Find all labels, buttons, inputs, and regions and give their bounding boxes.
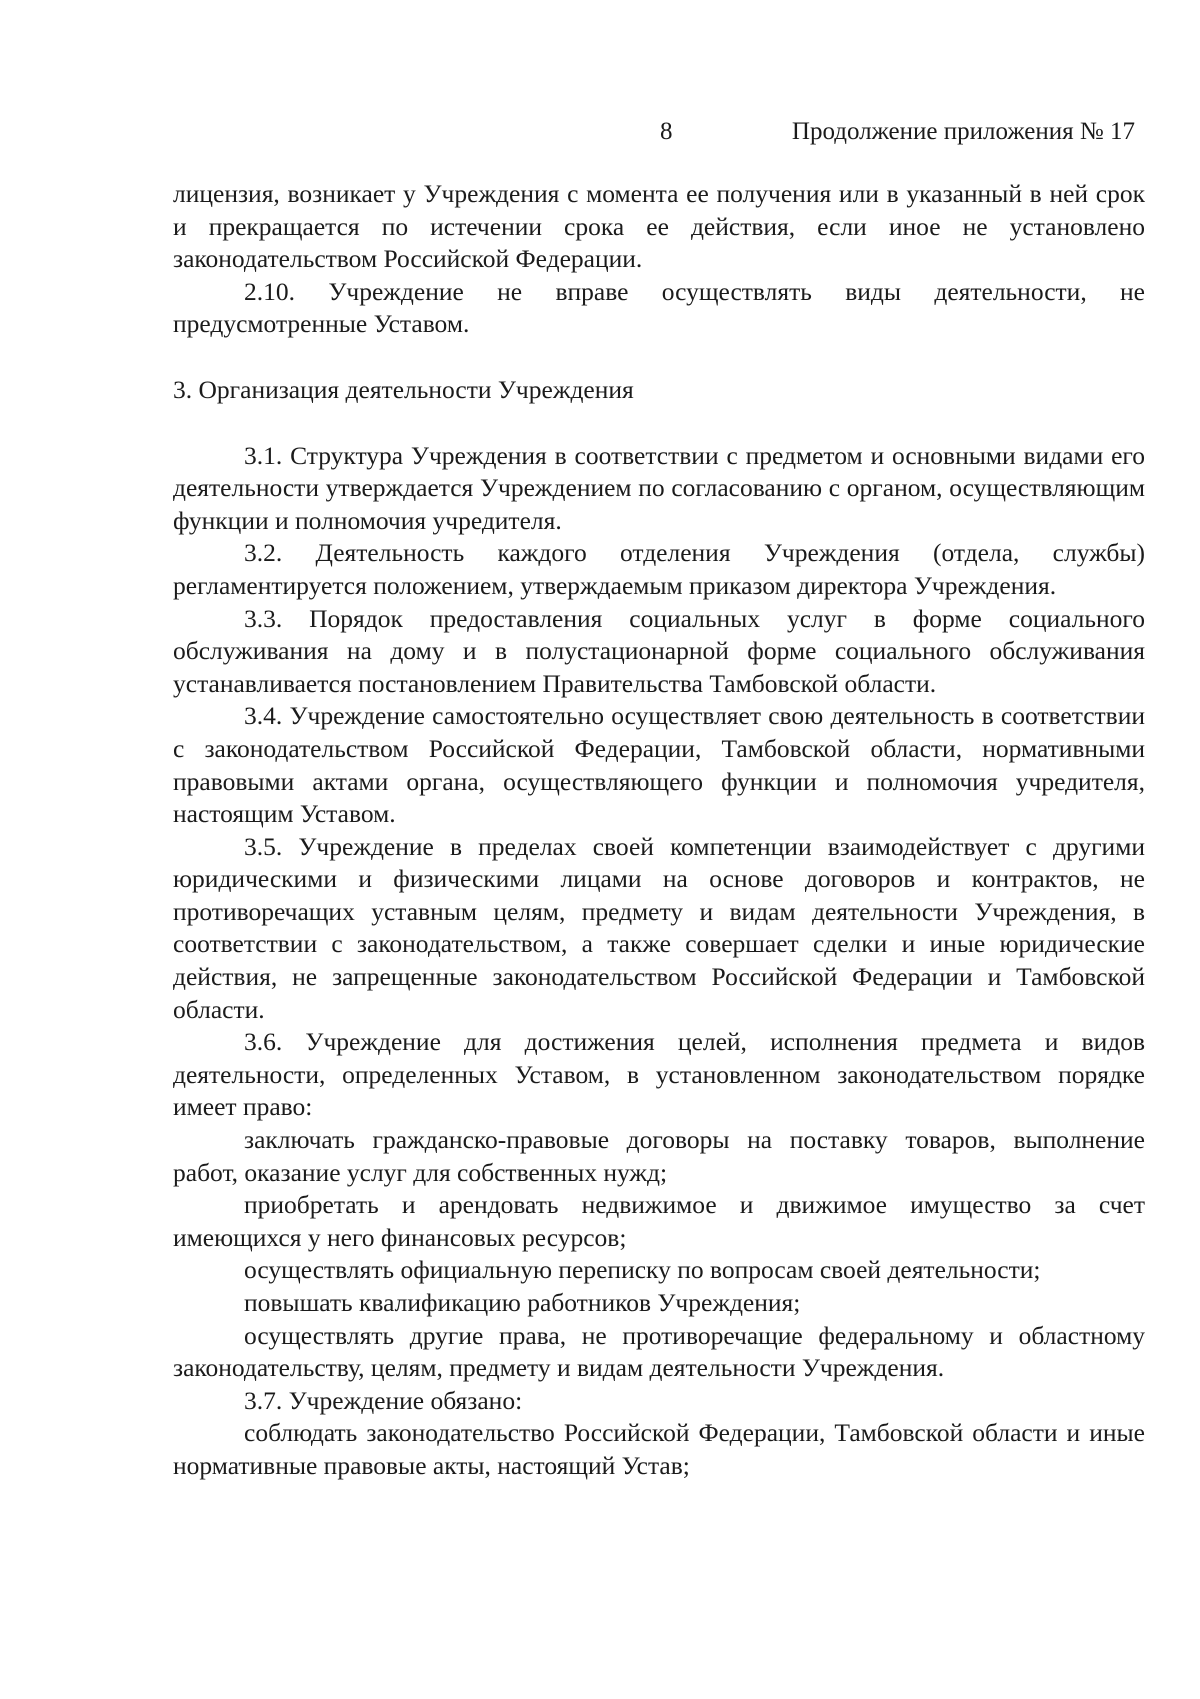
paragraph-3-7: 3.7. Учреждение обязано:: [244, 1385, 523, 1415]
paragraph-2-10: 2.10. Учреждение не вправе осуществлять виды деятельности, не предусмотренные Уставом.: [173, 276, 1145, 339]
list-item-right-1: заключать гражданско-правовые договоры на поставку товаров, выполнение работ, оказание услуг для собственных нужд;: [173, 1125, 1145, 1187]
list-item-right-4: повышать квалификацию работников Учреждения;: [244, 1288, 801, 1317]
page-header: [173, 114, 1145, 150]
paragraph-3-4: 3.4. Учреждение самостоятельно осуществляет свою деятельность в соответствии с законодательством Российской Федерации, Тамбовской области, нормативными правовыми актами органа, осуществляющего функции и полномочия учредителя, настоящим Уставом.: [173, 701, 1145, 829]
section-3-title: 3. Организация деятельности Учреждения: [173, 374, 634, 404]
paragraph-3-3: 3.3. Порядок предоставления социальных услуг в форме социального обслуживания на дому и в полустационарной форме социального обслуживания устанавливается постановлением Правительства Тамбовской области.: [173, 603, 1145, 698]
document-body: [173, 178, 1145, 1483]
list-item-right-2: приобретать и арендовать недвижимое и движимое имущество за счет имеющихся у него финансовых ресурсов;: [173, 1190, 1145, 1252]
page-number: 8: [660, 118, 673, 145]
paragraph-3-1: 3.1. Структура Учреждения в соответствии с предметом и основными видами его деятельности утверждается Учреждением по согласованию с органом, осуществляющим функции и полномочия учредителя.: [173, 440, 1145, 535]
list-item-duty-1: соблюдать законодательство Российской Федерации, Тамбовской области и иные нормативные правовые акты, настоящий Устав;: [173, 1418, 1145, 1480]
list-item-right-3: осуществлять официальную переписку по вопросам своей деятельности;: [244, 1255, 1041, 1285]
paragraph-3-5: 3.5. Учреждение в пределах своей компетенции взаимодействует с другими юридическими и физическими лицами на основе договоров и контрактов, не противоречащих уставным целям, предмету и видам деятельности Учреждения, в соответствии с законодательством, а также совершает сделки и иные юридические действия, не запрещенные законодательством Российской Федерации и Тамбовской области.: [173, 831, 1145, 1024]
paragraph-3-2: 3.2. Деятельность каждого отделения Учреждения (отдела, службы) регламентируется положением, утверждаемым приказом директора Учреждения.: [173, 538, 1145, 600]
paragraph-continuation: лицензия, возникает у Учреждения с момента ее получения или в указанный в ней срок и прекращается по истечении срока ее действия, если иное не установлено законодательством Российской Федерации.: [173, 179, 1145, 274]
list-item-right-5: осуществлять другие права, не противоречащие федеральному и областному законодательству, целям, предмету и видам деятельности Учреждения.: [173, 1320, 1145, 1383]
appendix-label: Продолжение приложения № 17: [791, 118, 1135, 145]
paragraph-3-6: 3.6. Учреждение для достижения целей, исполнения предмета и видов деятельности, определенных Уставом, в установленном законодательством порядке имеет право:: [173, 1027, 1145, 1122]
